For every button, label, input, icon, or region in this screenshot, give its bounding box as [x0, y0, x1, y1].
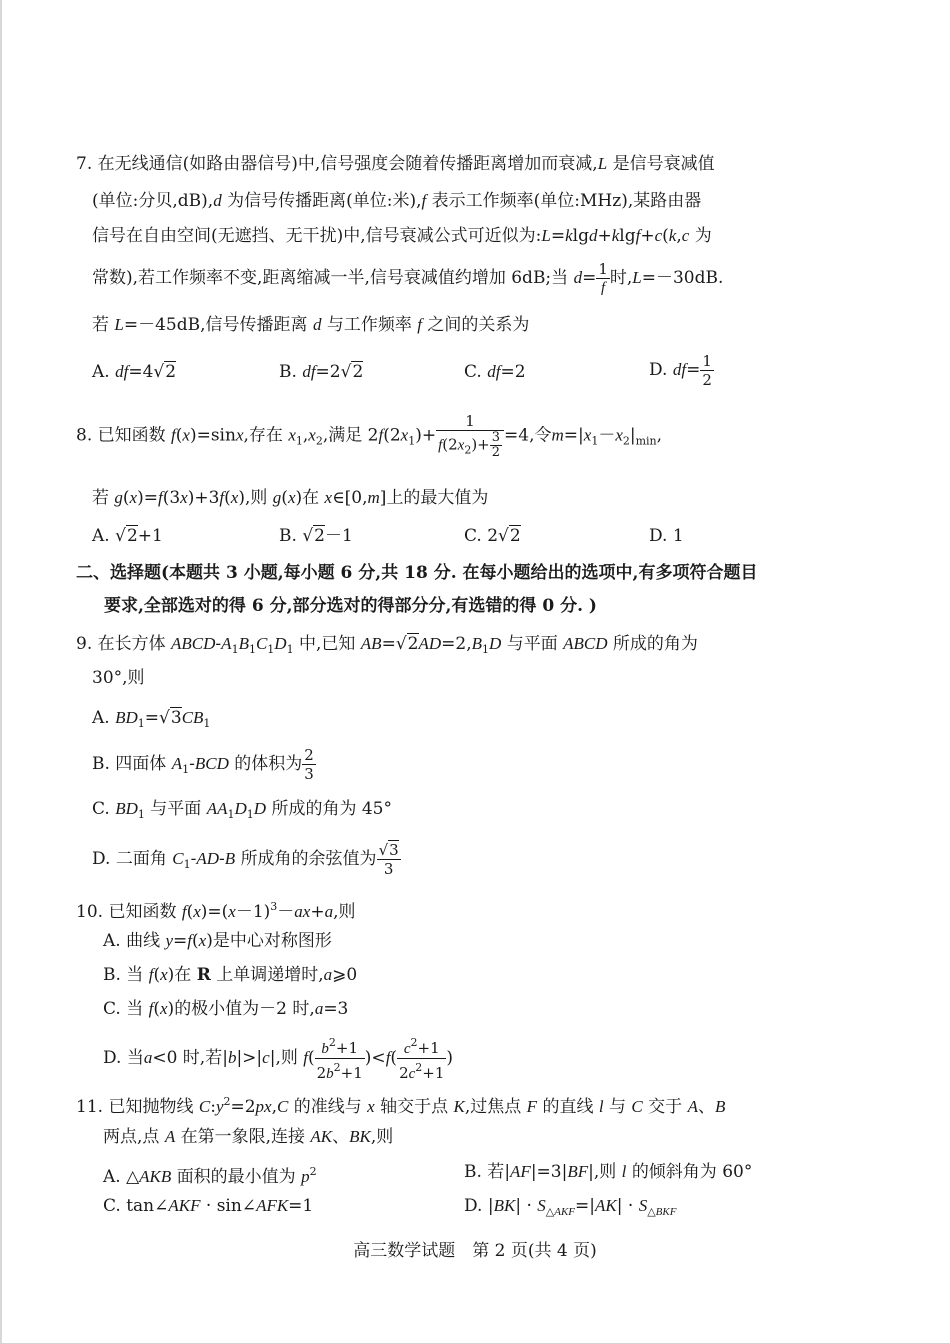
q11-text: 的直线	[542, 1097, 594, 1117]
q10-option-a: A. 曲线 y=f(x)是中心对称图形	[103, 931, 332, 951]
q11-text: 11. 已知抛物线	[76, 1097, 194, 1117]
q8-option-b-label: B.	[279, 526, 303, 546]
q7-option-b: B. df=2√2	[279, 362, 364, 382]
q11-stem-line-2: 两点,点 A 在第一象限,连接 AK、BK,则	[103, 1127, 394, 1147]
q10-option-b-label: B. 当	[103, 965, 144, 985]
q9-option-b: B. 四面体 $A_1$-BCD 的体积为 $\frac{2}{3}$	[92, 746, 314, 783]
q11-stem-line-1: 11. 已知抛物线 $C:y^2=2px,C$ 的准线与 x 轴交于点 K,过焦点 F 的直线 l 与 C 交于 A、B	[76, 1095, 726, 1117]
q11-option-b-label: B. 若	[464, 1162, 505, 1182]
q11-text: 交于	[648, 1097, 683, 1117]
q8-text: 若	[92, 488, 109, 508]
q7-option-a: A. df=4√2	[92, 362, 177, 382]
q8-text: 在	[302, 488, 320, 508]
q11-text: ,则	[370, 1127, 394, 1147]
q9-option-c: C. $BD_1$ 与平面 $AA_1D_1D$ 所成的角为 45°	[92, 799, 392, 821]
q11-option-c: C. tan∠AKF · sin∠AFK=1	[103, 1196, 314, 1216]
q9-option-d-label: D. 二面角	[92, 849, 167, 869]
q10-text: 的极小值为－2 时,	[174, 999, 315, 1019]
q9-option-a-label: A.	[92, 708, 116, 728]
q7-text: 信号在自由空间(无遮挡、无干扰)中,信号衰减公式可近似为:	[92, 226, 542, 246]
q7-text: 之间的关系为	[427, 315, 530, 335]
q10-text: 上单调递增时,	[216, 965, 324, 985]
q9-stem-line-1: 9. 在长方体 ABCD-$A_1B_1C_1D_1$ 中,已知 $AB=√2AD=2,B_1D$ 与平面 ABCD 所成的角为	[76, 634, 698, 656]
q11-text: 的倾斜角为 60°	[631, 1162, 753, 1182]
q8-option-d-label: D. 1	[649, 526, 684, 546]
q11-text: ,过焦点	[464, 1097, 522, 1117]
q10-text: 是中心对称图形	[212, 931, 332, 951]
q10-option-b: B. 当 f(x)在 R 上单调递增时,a⩾0	[103, 965, 358, 985]
section-2-heading: 二、选择题(本题共 3 小题,每小题 6 分,共 18 分. 在每小题给出的选项中,有多项符合题目	[76, 563, 758, 583]
q10-text: 在	[174, 965, 192, 985]
q8-option-a-label: A.	[92, 526, 116, 546]
q7-text: 与工作频率	[326, 315, 412, 335]
q9-text: 中,已知	[298, 634, 356, 654]
q11-option-c-label: C. tan∠	[103, 1196, 169, 1216]
q11-text: 轴交于点	[380, 1097, 449, 1117]
q8-text: 上的最大值为	[386, 488, 489, 508]
q9-text: 的体积为	[234, 754, 303, 774]
q10-text: 10. 已知函数	[76, 902, 177, 922]
q8-text: ,则	[244, 488, 268, 508]
q7-text: 7. 在无线通信(如路由器信号)中,信号强度会随着传播距离增加而衰减,	[76, 154, 598, 174]
q8-text: =4,令	[504, 425, 552, 446]
q10-option-c: C. 当 f(x)的极小值为－2 时,a=3	[103, 999, 349, 1019]
q10-stem: 10. 已知函数 $f(x)=(x-1)^3-ax+a$,则	[76, 900, 356, 922]
q11-text: 在第一象限,连接	[180, 1127, 306, 1147]
q11-text: · sin∠	[205, 1196, 257, 1216]
q7-stem-line-2: (单位:分贝,dB),d 为信号传播距离(单位:米),f 表示工作频率(单位:MHz),某路由器	[92, 191, 702, 211]
q8-text: 8. 已知函数	[76, 425, 166, 446]
q11-option-d-label: D.	[464, 1196, 488, 1216]
q7-text: 是信号衰减值	[612, 154, 715, 174]
q11-text: 的准线与	[293, 1097, 362, 1117]
q7-text: 常数),若工作频率不变,距离缩减一半,信号衰减值约增加 6dB;当	[92, 268, 569, 288]
q8-stem-line-2: 若 g(x)=f(3x)+3f(x),则 g(x)在 x∈[0,m]上的最大值为	[92, 488, 489, 508]
q9-text: 所成的角为 45°	[271, 799, 392, 819]
q7-text: 为	[694, 226, 712, 246]
q7-text: 为信号传播距离(单位:米),	[227, 191, 422, 211]
q10-text: ,则	[275, 1048, 298, 1068]
q8-option-d	[649, 524, 684, 548]
q11-option-d: D. $|BK| \cdot S_{\triangle AKF}=|AK| \cdot S_{\triangle BKF}$	[464, 1196, 677, 1218]
q7-text: 时,	[609, 268, 633, 288]
q11-option-a-label: A. △	[103, 1167, 140, 1187]
q7-option-a-label: A.	[92, 362, 116, 382]
q7-stem-line-5: 若 L=－45dB,信号传播距离 d 与工作频率 f 之间的关系为	[92, 315, 530, 335]
q8-text: ,存在	[243, 425, 283, 446]
q9-text: 与平面	[506, 634, 558, 654]
q10-option-d-label: D. 当	[103, 1048, 144, 1068]
q7-text: 若	[92, 315, 109, 335]
q7-option-b-label: B.	[279, 362, 303, 382]
q9-stem-line-2: 30°,则	[92, 668, 145, 688]
q7-stem-line-3: 信号在自由空间(无遮挡、无干扰)中,信号衰减公式可近似为:L=klgd+klgf+c(k,c 为	[92, 226, 712, 246]
q9-option-c-label: C.	[92, 799, 116, 819]
q9-text: 与平面	[150, 799, 202, 819]
q9-text: 所成角的余弦值为	[240, 849, 377, 869]
q7-text: 表示工作频率(单位:MHz),某路由器	[431, 191, 702, 211]
q7-stem-line-4: 常数),若工作频率不变,距离缩减一半,信号衰减值约增加 6dB;当 d= $\frac{1}{f}$ 时,L=－30dB.	[92, 260, 724, 296]
q10-text: <0 时,若	[152, 1048, 223, 1068]
q11-option-a: A. △AKB 面积的最小值为 $p^2$	[103, 1165, 317, 1187]
q9-text: 9. 在长方体	[76, 634, 166, 654]
q7-option-d-label: D.	[649, 360, 673, 380]
q8-stem-line-1: 8. 已知函数 f(x)=sinx,存在 $x_1,x_2$,满足 $2f(2x_1)+$ 1 $f(2x_2)+$ $\frac{3}{2}$ =4,令$m=|x_1-x_2|_{min}$,	[76, 412, 663, 460]
q11-option-b: B. 若|AF|=3|BF|,则 l 的倾斜角为 60°	[464, 1162, 753, 1182]
q11-text: 面积的最小值为	[176, 1167, 296, 1187]
q10-option-c-label: C. 当	[103, 999, 144, 1019]
q8-option-c-label: C.	[464, 526, 488, 546]
q10-option-d: D. 当a<0 时,若|b|>|c|,则 f( $\frac{b^2+1}{2b^2+1}$ )<f( $\frac{c^2+1}{2c^2+1}$ )	[103, 1036, 454, 1082]
q7-text: =－45dB,信号传播距离	[123, 315, 308, 335]
q9-option-d: D. 二面角 $C_1-AD-B$ 所成角的余弦值为 $\frac{√3}{3}$	[92, 841, 399, 878]
q11-text: ,则	[593, 1162, 617, 1182]
q7-text: (单位:分贝,dB),	[92, 191, 214, 211]
q11-text: 与	[609, 1097, 627, 1117]
q7-option-d: D. df= $\frac{1}{2}$	[649, 352, 712, 389]
real-numbers-symbol: R	[196, 965, 211, 985]
page-footer: 高三数学试题 第 2 页(共 4 页)	[353, 1241, 597, 1261]
section-2-heading-cont: 要求,全部选对的得 6 分,部分选对的得部分分,有选错的得 0 分. )	[104, 596, 597, 616]
q7-text: =－30dB.	[641, 268, 724, 288]
q7-option-c-label: C.	[464, 362, 488, 382]
q11-text: 两点,点	[103, 1127, 160, 1147]
q7-option-c: C. df=2	[464, 362, 526, 382]
q8-option-b: B. √2－1	[279, 526, 353, 546]
q7-stem-line-1: 7. 在无线通信(如路由器信号)中,信号强度会随着传播距离增加而衰减,L 是信号衰减值	[76, 154, 715, 174]
q11-text: =1	[288, 1196, 314, 1216]
q8-option-c: C. 2√2	[464, 526, 521, 546]
q9-text: 所成的角为	[612, 634, 698, 654]
q8-text: ,满足	[322, 425, 363, 446]
q10-option-a-label: A. 曲线	[103, 931, 161, 951]
q8-option-a: A. √2+1	[92, 526, 163, 546]
page-edge	[0, 0, 2, 1343]
q9-option-b-label: B. 四面体	[92, 754, 167, 774]
q9-option-a: A. $BD_1=√3CB_1$	[92, 708, 211, 730]
q10-text: ,则	[333, 902, 356, 922]
